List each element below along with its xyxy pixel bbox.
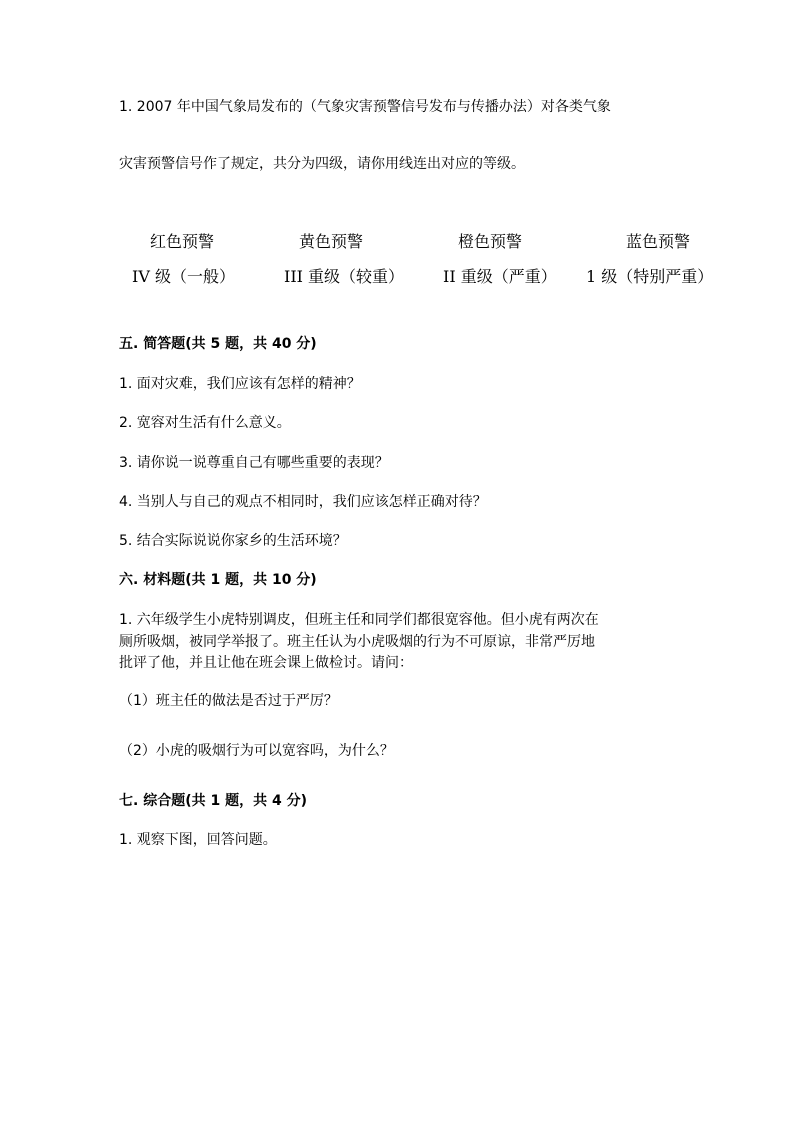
sub-question-2: （2）小虎的吸烟行为可以宽容吗，为什么？ — [119, 743, 394, 759]
section-5-question-2: 2. 宽容对生活有什么意义。 — [119, 415, 291, 431]
question-intro-line-2: 灾害预警信号作了规定，共分为四级，请你用线连出对应的等级。 — [119, 156, 525, 172]
sub-question-1: （1）班主任的做法是否过于严厉？ — [119, 693, 338, 709]
grade-levels-row — [0, 265, 794, 289]
section-5-question-4: 4. 当别人与自己的观点不相同时，我们应该怎样正确对待？ — [119, 494, 487, 510]
material-line-2: 厕所吸烟，被同学举报了。班主任认为小虎吸烟的行为不可原谅，非常严厉地 — [119, 634, 595, 650]
section-6-heading: 六. 材料题(共 1 题，共 10 分) — [119, 572, 317, 588]
grade-iii: III 重级（较重） — [284, 267, 405, 286]
material-line-1: 1. 六年级学生小虎特别调皮，但班主任和同学们都很宽容他。但小虎有两次在 — [119, 612, 599, 628]
warning-red: 红色预警 — [150, 232, 215, 251]
section-5-question-1: 1. 面对灾难，我们应该有怎样的精神？ — [119, 376, 361, 392]
warning-yellow: 黄色预警 — [299, 232, 364, 251]
section-5-heading: 五. 简答题(共 5 题，共 40 分) — [119, 336, 317, 352]
section-7-heading: 七. 综合题(共 1 题，共 4 分) — [119, 793, 307, 809]
warning-orange: 橙色预警 — [458, 232, 523, 251]
warning-blue: 蓝色预警 — [626, 232, 691, 251]
warning-levels-row — [0, 230, 794, 254]
section-5-question-5: 5. 结合实际说说你家乡的生活环境？ — [119, 533, 347, 549]
grade-iv: IV 级（一般） — [132, 267, 235, 286]
question-intro-line-1: 1. 2007 年中国气象局发布的（气象灾害预警信号发布与传播办法）对各类气象 — [119, 99, 611, 115]
material-line-3: 批评了他，并且让他在班会课上做检讨。请问： — [119, 655, 413, 671]
grade-i: 1 级（特别严重） — [586, 267, 714, 286]
section-7-question-1: 1. 观察下图，回答问题。 — [119, 832, 277, 848]
grade-ii: II 重级（严重） — [443, 267, 557, 286]
section-5-question-3: 3. 请你说一说尊重自己有哪些重要的表现？ — [119, 455, 389, 471]
